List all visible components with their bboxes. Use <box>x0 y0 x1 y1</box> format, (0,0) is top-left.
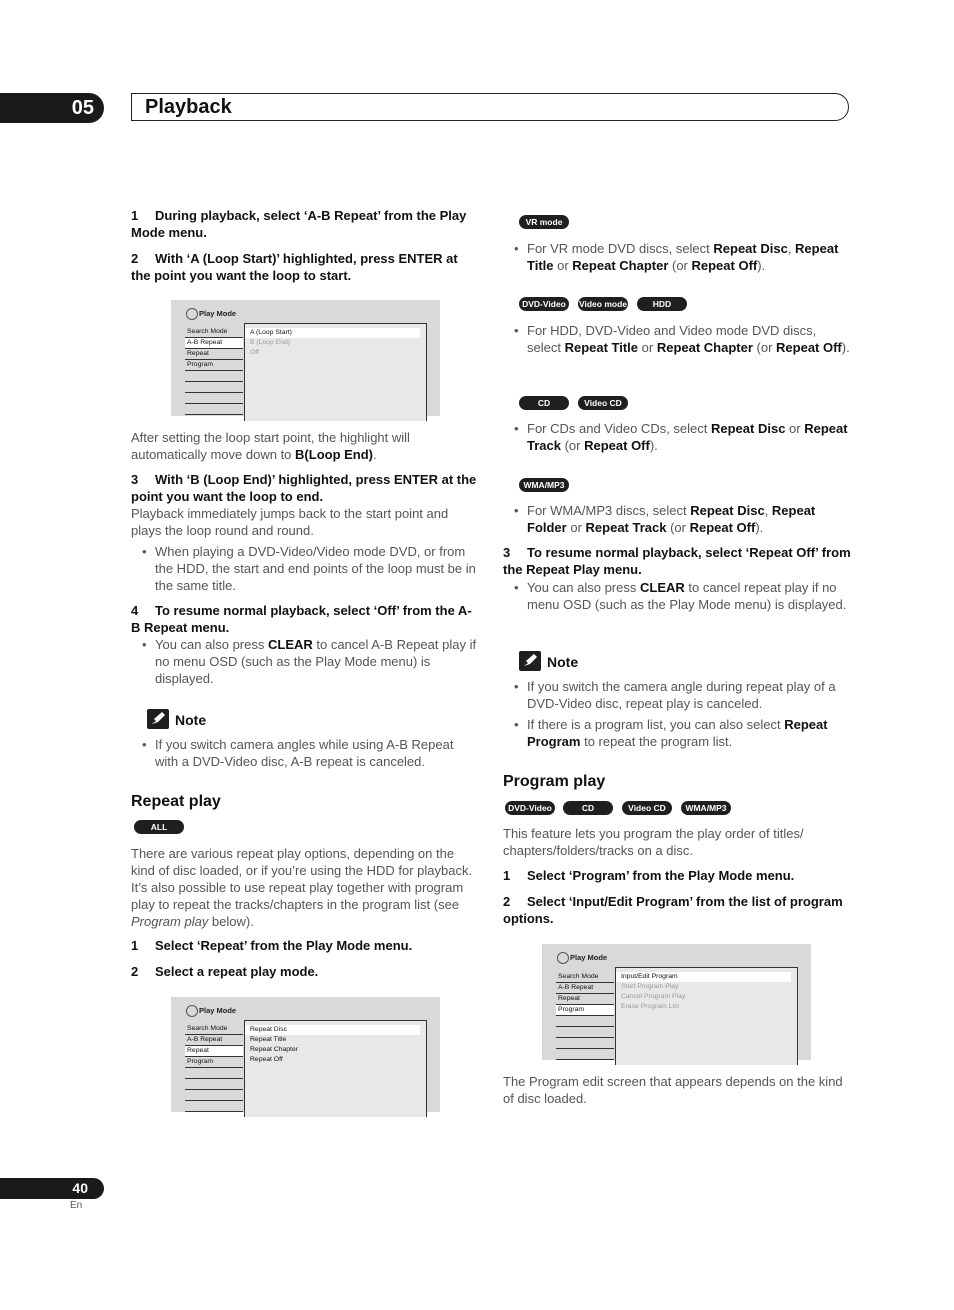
option-cancel-program-play: Cancel Program Play <box>621 993 686 1000</box>
badge-wma-mp3: WMA/MP3 <box>681 801 731 815</box>
clear-repeat-bullet: • You can also press CLEAR to cancel repeat play if no menu OSD (such as the Play Mode menu) is displayed. <box>513 579 851 613</box>
badge-cd: CD <box>519 396 569 410</box>
note-bullet-angle: • If you switch the camera angle during repeat play of a DVD-Video disc, repeat play is canceled. <box>513 678 851 712</box>
option-repeat-disc: Repeat Disc <box>245 1025 420 1035</box>
badge-video-cd: Video CD <box>622 801 672 815</box>
menu-search-mode: Search Mode <box>185 1024 243 1035</box>
menu-search-mode: Search Mode <box>185 327 243 338</box>
note-pencil-icon <box>147 709 169 729</box>
menu-ab-repeat: A-B Repeat <box>185 1035 243 1046</box>
menu-program: Program <box>185 1057 243 1068</box>
step-1: 1 During playback, select ‘A-B Repeat’ from the Play Mode menu. <box>131 208 467 240</box>
repeat-play-heading: Repeat play <box>131 793 221 810</box>
after-loop-start-text: After setting the loop start point, the highlight will automatically move down to B(Loop End). <box>131 430 410 462</box>
option-start-program-play: Start Program Play <box>621 983 679 990</box>
program-step-1: 1 Select ‘Program’ from the Play Mode menu. <box>503 868 795 883</box>
note-label: Note <box>175 712 207 728</box>
screen-options <box>615 967 798 1065</box>
repeat-step-2: 2 Select a repeat play mode. <box>131 964 319 979</box>
note-bullet-program: • If there is a program list, you can also select Repeat Program to repeat the program list. <box>513 716 851 750</box>
wma-bullet: • For WMA/MP3 discs, select Repeat Disc, Repeat Folder or Repeat Track (or Repeat Off). <box>513 502 851 536</box>
option-loop-end: B (Loop End) <box>250 339 291 346</box>
program-outro: The Program edit screen that appears depends on the kind of disc loaded. <box>503 1074 843 1106</box>
menu-repeat: Repeat <box>185 1046 243 1057</box>
menu-repeat: Repeat <box>556 994 614 1005</box>
badge-vr-mode: VR mode <box>519 215 569 229</box>
step-3: 3 With ‘B (Loop End)’ highlighted, press ENTER at the point you want the loop to end. <box>131 472 477 504</box>
vr-bullet: • For VR mode DVD discs, select Repeat Disc, Repeat Title or Repeat Chapter (or Repeat Off). <box>513 240 851 274</box>
repeat-step-1: 1 Select ‘Repeat’ from the Play Mode menu. <box>131 938 413 953</box>
step-4: 4 To resume normal playback, select ‘Off’ from the A-B Repeat menu. <box>131 603 472 635</box>
menu-ab-repeat: A-B Repeat <box>185 338 243 349</box>
screen-options <box>244 323 427 421</box>
menu-program: Program <box>556 1005 614 1016</box>
badge-video-cd: Video CD <box>578 396 628 410</box>
badge-all: ALL <box>134 820 184 834</box>
screen-title: Play Mode <box>570 953 608 962</box>
badge-dvd-video: DVD-Video <box>519 297 569 311</box>
note-pencil-icon <box>519 651 541 671</box>
badge-hdd: HDD <box>637 297 687 311</box>
screen-title: Play Mode <box>199 1006 237 1015</box>
loop-bullet: • When playing a DVD-Video/Video mode DVD, or from the HDD, the start and end points of the loop must be in the same title. <box>141 543 479 594</box>
disc-icon <box>186 1005 198 1017</box>
menu-search-mode: Search Mode <box>556 972 614 983</box>
chapter-number: 05 <box>71 97 94 119</box>
program-play-heading: Program play <box>503 773 606 790</box>
page-number: 40 <box>72 1180 88 1196</box>
program-intro: This feature lets you program the play order of titles/ chapters/folders/tracks on a disc. <box>503 826 804 858</box>
screen-title: Play Mode <box>199 309 237 318</box>
title-bar <box>131 93 849 121</box>
menu-program: Program <box>185 360 243 371</box>
repeat-intro: There are various repeat play options, depending on the kind of disc loaded, or if you’re using the HDD for playback. It’s also possible to use repeat play together with program play to repeat the tracks/chapters in the program list (see Program play below). <box>131 846 473 929</box>
option-repeat-chapter: Repeat Chapter <box>250 1046 298 1053</box>
badge-wma-mp3: WMA/MP3 <box>519 478 569 492</box>
screen-menu <box>556 972 614 1060</box>
note-bullet: • If you switch camera angles while using A-B Repeat with a DVD-Video disc, A-B repeat is canceled. <box>141 736 479 770</box>
screen-options <box>244 1020 427 1117</box>
badge-dvd-video: DVD-Video <box>505 801 555 815</box>
play-mode-screen-repeat <box>171 997 440 1112</box>
option-input-edit-program: Input/Edit Program <box>616 972 791 982</box>
program-step-2: 2 Select ‘Input/Edit Program’ from the list of program options. <box>503 894 843 926</box>
step-2: 2 With ‘A (Loop Start)’ highlighted, press ENTER at the point you want the loop to start. <box>131 251 458 283</box>
screen-menu <box>185 1024 243 1112</box>
disc-icon <box>557 952 569 964</box>
repeat-step-3: 3 To resume normal playback, select ‘Repeat Off’ from the Repeat Play menu. <box>503 545 851 577</box>
menu-ab-repeat: A-B Repeat <box>556 983 614 994</box>
hdd-bullet: • For HDD, DVD-Video and Video mode DVD discs, select Repeat Title or Repeat Chapter (or Repeat Off). <box>513 322 851 356</box>
step-3-description: Playback immediately jumps back to the start point and plays the loop round and round. <box>131 506 449 538</box>
option-loop-start: A (Loop Start) <box>245 328 420 338</box>
option-repeat-title: Repeat Title <box>250 1036 287 1043</box>
menu-repeat: Repeat <box>185 349 243 360</box>
play-mode-screen-program <box>542 944 811 1060</box>
cd-bullet: • For CDs and Video CDs, select Repeat Disc or Repeat Track (or Repeat Off). <box>513 420 851 454</box>
play-mode-screen-ab <box>171 300 440 416</box>
screen-menu <box>185 327 243 415</box>
option-off: Off <box>250 349 259 356</box>
language-label: En <box>70 1200 83 1211</box>
option-erase-program-list: Erase Program List <box>621 1003 680 1010</box>
disc-icon <box>186 308 198 320</box>
note-label: Note <box>547 654 579 670</box>
option-repeat-off: Repeat Off <box>250 1056 283 1063</box>
page-title: Playback <box>145 96 232 118</box>
badge-video-mode: Video mode <box>578 299 628 309</box>
badge-cd: CD <box>563 801 613 815</box>
clear-bullet: • You can also press CLEAR to cancel A-B Repeat play if no menu OSD (such as the Play Mode menu) is displayed. <box>141 636 479 687</box>
